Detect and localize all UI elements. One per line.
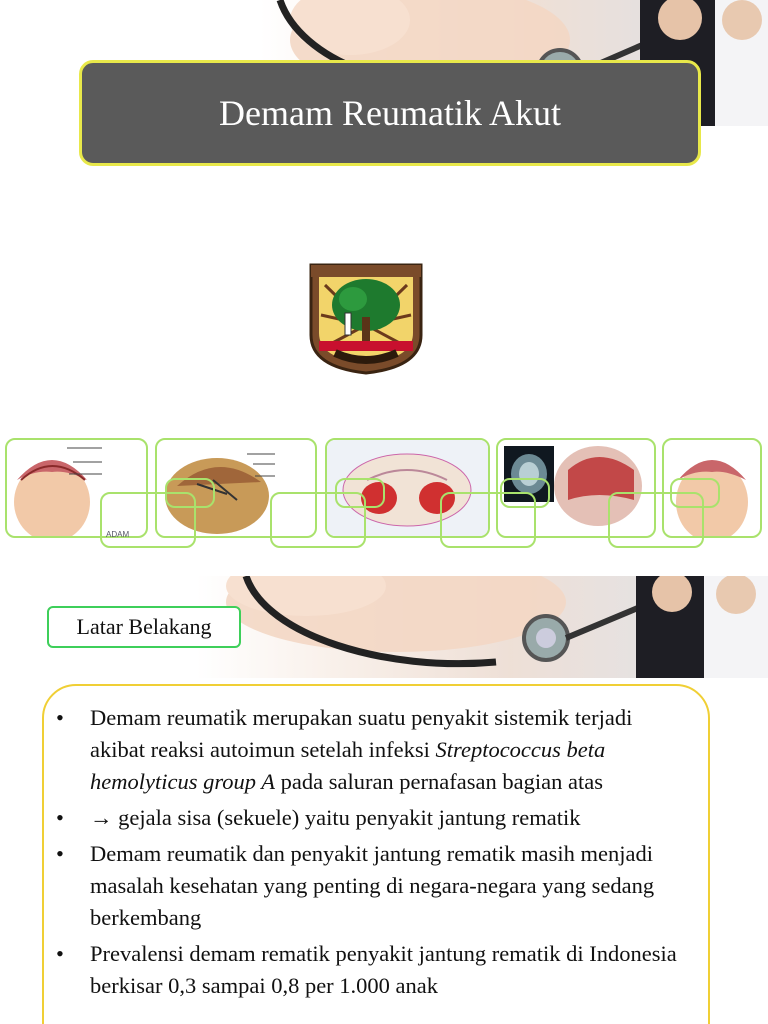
bullet-list xyxy=(52,702,692,1006)
bullet-marker: • xyxy=(56,705,64,730)
bullet-marker: • xyxy=(56,805,64,830)
section-label xyxy=(47,606,241,648)
university-seal-icon xyxy=(305,255,427,377)
doctor-photo-banner xyxy=(196,576,768,678)
decorative-frame xyxy=(500,478,550,508)
bullet-text: pada saluran pernafasan bagian atas xyxy=(274,769,603,794)
decorative-frame xyxy=(670,478,720,508)
decorative-frame xyxy=(335,478,385,508)
bullet-text: Demam reumatik dan penyakit jantung rematik masih menjadi masalah kesehatan yang penting di negara-negara yang sedang berkembang xyxy=(90,841,655,930)
bullet-text: Demam reumatik merupakan suatu penyakit sistemik terjadi akibat reaksi autoimun setelah infeksi xyxy=(90,705,633,762)
stethoscope-photo-icon xyxy=(196,576,768,678)
bullet-text: Prevalensi demam rematik penyakit jantung rematik di Indonesia berkisar 0,3 sampai 0,8 per 1.000 anak xyxy=(90,941,677,998)
list-item xyxy=(52,802,692,834)
title-box xyxy=(79,60,701,166)
image-watermark: ADAM xyxy=(106,530,130,539)
university-logo xyxy=(305,255,427,377)
decorative-frame xyxy=(165,478,215,508)
list-item xyxy=(52,702,692,798)
bullet-italic-text: Streptococcus beta hemolyticus group A xyxy=(90,737,606,794)
content-slide xyxy=(0,576,768,1024)
bullet-marker: • xyxy=(56,841,64,866)
section-label-text: Latar Belakang xyxy=(76,614,212,639)
bullet-marker: • xyxy=(56,941,64,966)
list-item xyxy=(52,838,692,934)
list-item xyxy=(52,938,692,1002)
bullet-text: → gejala sisa (sekuele) yaitu penyakit jantung rematik xyxy=(90,805,581,830)
slide-title: Demam Reumatik Akut xyxy=(219,93,561,133)
